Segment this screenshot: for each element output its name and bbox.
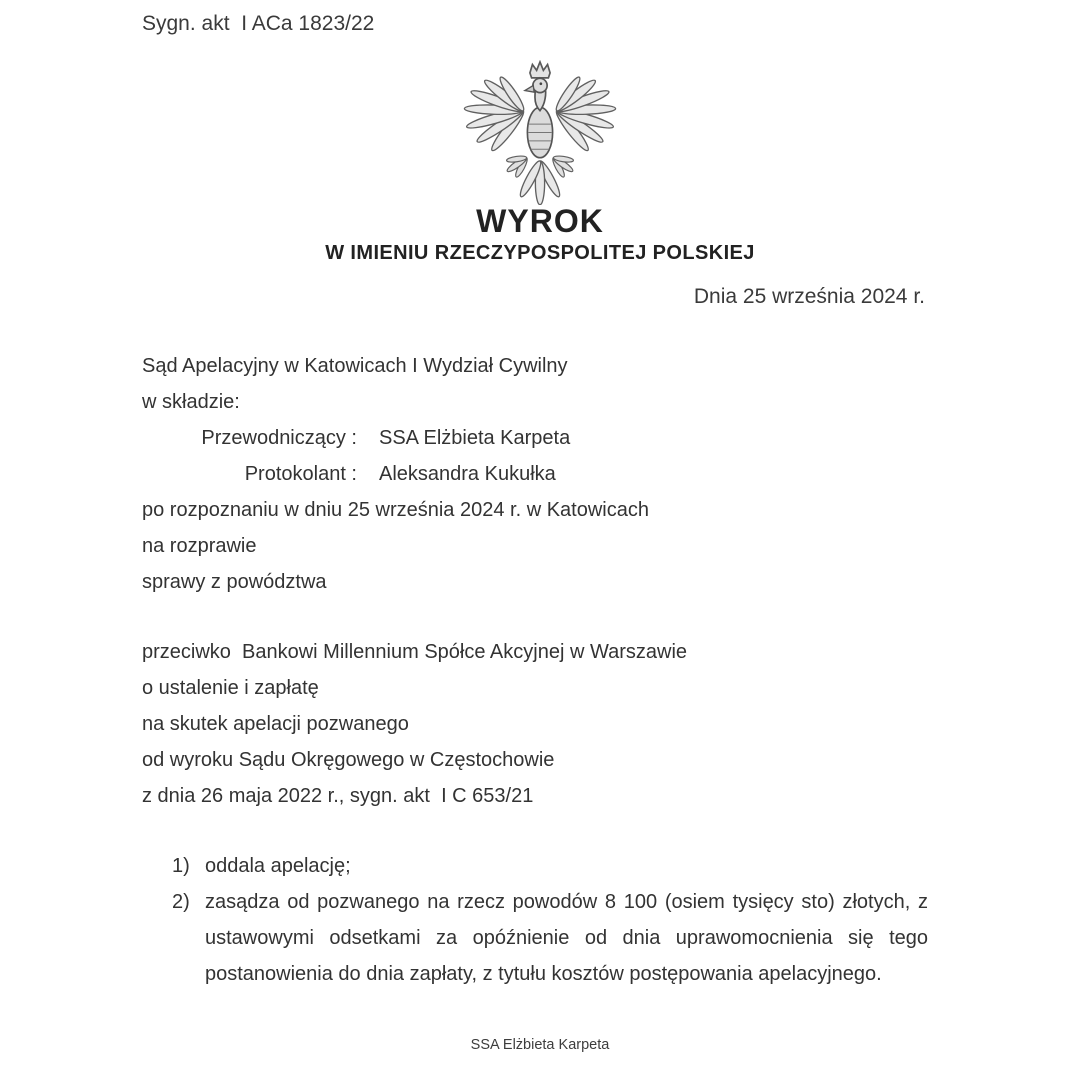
ruling-text: oddala apelację; bbox=[205, 855, 351, 877]
ruling-number: 2) bbox=[172, 891, 190, 913]
rulings-list bbox=[142, 848, 934, 992]
hearing-line: po rozpoznaniu w dniu 25 września 2024 r. w Katowicach bbox=[142, 499, 649, 521]
ruling-item-2 bbox=[142, 884, 934, 992]
court-composition: w składzie: bbox=[142, 391, 240, 413]
judge-signature: SSA Elżbieta Karpeta bbox=[470, 1037, 610, 1053]
document-subtitle: W IMIENIU RZECZYPOSPOLITEJ POLSKIEJ bbox=[325, 242, 755, 264]
presiding-judge-name: SSA Elżbieta Karpeta bbox=[379, 427, 571, 449]
emblem-container bbox=[0, 60, 1080, 205]
appeal-line: na skutek apelacji pozwanego bbox=[142, 713, 409, 735]
court-name: Sąd Apelacyjny w Katowicach I Wydział Cywilny bbox=[142, 355, 568, 377]
case-number: Sygn. akt I ACa 1823/22 bbox=[142, 12, 375, 35]
subject-line: o ustalenie i zapłatę bbox=[142, 677, 319, 699]
presiding-judge-row bbox=[142, 420, 928, 456]
appealed-judgment-line: od wyroku Sądu Okręgowego w Częstochowie bbox=[142, 749, 555, 771]
polish-eagle-icon bbox=[456, 60, 624, 205]
claim-line: sprawy z powództwa bbox=[142, 571, 327, 593]
judgment-body bbox=[142, 348, 934, 992]
ruling-text: zasądza od pozwanego na rzecz powodów 8 100 (osiem tysięcy sto) złotych, z ustawowymi odsetkami za opóźnienie od dnia uprawomocnienia się tego postanowienia do dnia zapłaty, z tytułu kosztów postępowania apelacyjnego. bbox=[205, 891, 934, 985]
defendant-line: przeciwko Bankowi Millennium Spółce Akcyjnej w Warszawie bbox=[142, 641, 688, 663]
judgment-date: Dnia 25 września 2024 r. bbox=[693, 285, 925, 308]
ruling-item-1 bbox=[142, 848, 928, 884]
presiding-judge-label: Przewodniczący : bbox=[201, 427, 357, 449]
ruling-number: 1) bbox=[172, 855, 190, 877]
document-title: WYROK bbox=[476, 203, 604, 239]
session-line: na rozprawie bbox=[142, 535, 257, 557]
clerk-label: Protokolant : bbox=[244, 463, 357, 485]
judgment-date-line: z dnia 26 maja 2022 r., sygn. akt I C 653/21 bbox=[142, 785, 534, 807]
clerk-row bbox=[142, 456, 928, 492]
clerk-name: Aleksandra Kukułka bbox=[379, 463, 556, 485]
